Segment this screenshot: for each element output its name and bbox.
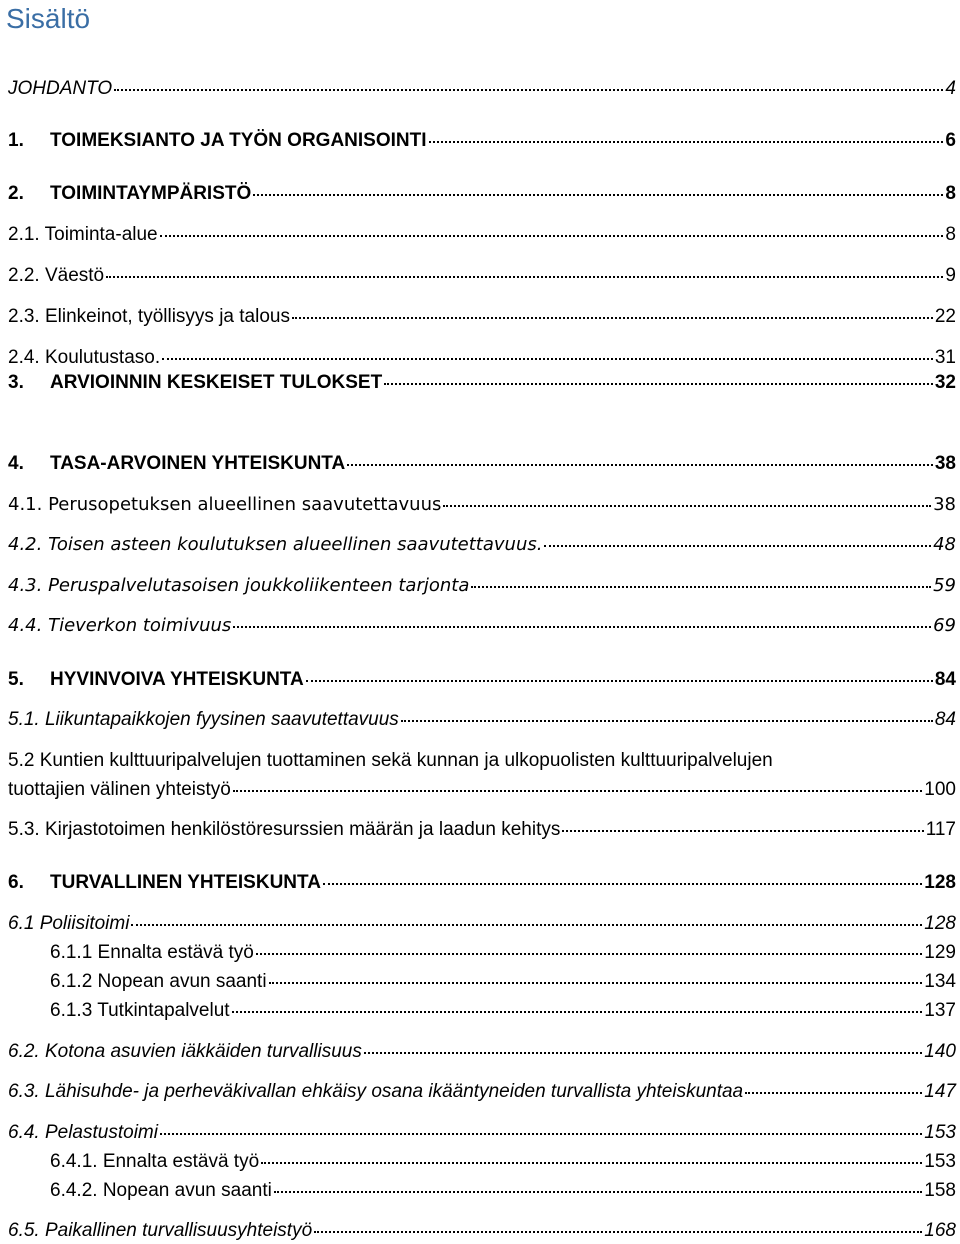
toc-leader — [232, 997, 923, 1013]
toc-page: 128 — [924, 913, 956, 934]
toc-label: tuottajien välinen yhteistyö — [8, 779, 231, 800]
toc-leader — [253, 180, 943, 196]
toc-entry-4[interactable] — [8, 452, 956, 476]
toc-page: 8 — [945, 224, 956, 245]
toc-page: 100 — [924, 779, 956, 800]
toc-label: 4.1. Perusopetuksen alueellinen saavutettavuus — [8, 494, 442, 515]
toc-leader — [274, 1177, 922, 1193]
toc-page: 59 — [933, 575, 956, 596]
toc-leader — [306, 666, 933, 682]
toc-label: 4.4. Tieverkon toimivuus — [8, 615, 232, 636]
toc-label: TOIMINTAYMPÄRISTÖ — [50, 183, 252, 204]
toc-leader — [106, 262, 943, 278]
toc-label: TOIMEKSIANTO JA TYÖN ORGANISOINTI — [50, 130, 427, 151]
toc-page: 168 — [924, 1220, 956, 1241]
toc-leader — [364, 1038, 922, 1054]
toc-page: 84 — [934, 709, 956, 730]
toc-page: 69 — [933, 615, 956, 636]
toc-page: 117 — [925, 819, 956, 840]
toc-page: 8 — [945, 183, 956, 204]
toc-entry-3[interactable] — [8, 371, 956, 395]
toc-leader — [162, 344, 933, 360]
toc-entry-johdanto[interactable] — [8, 77, 956, 101]
toc-page: 137 — [924, 1000, 956, 1021]
toc-number: 3. — [8, 372, 24, 393]
toc-leader — [544, 531, 931, 547]
toc-entry-5[interactable] — [8, 668, 956, 692]
toc-entry-6-1[interactable] — [8, 912, 956, 936]
toc-leader — [292, 303, 933, 319]
page-title: Sisältö — [6, 3, 91, 34]
toc-page: 31 — [934, 347, 956, 368]
toc-label: 6.1.2 Nopean avun saanti — [50, 971, 267, 992]
toc-label: 6.4.2. Nopean avun saanti — [50, 1180, 272, 1201]
toc-entry-6-4-1[interactable] — [50, 1150, 956, 1174]
toc-label: JOHDANTO — [8, 78, 113, 99]
toc-page: 147 — [924, 1081, 956, 1102]
toc-entry-6-3[interactable] — [8, 1080, 956, 1104]
toc-label: 6.1.1 Ennalta estävä työ — [50, 942, 254, 963]
toc-label: 5.1. Liikuntapaikkojen fyysinen saavutettavuus — [8, 709, 399, 730]
toc-page: 48 — [933, 534, 956, 555]
toc-leader — [401, 706, 933, 722]
toc-label: TURVALLINEN YHTEISKUNTA — [50, 872, 321, 893]
toc-leader — [314, 1217, 922, 1233]
toc-leader — [131, 910, 922, 926]
toc-number: 6. — [8, 872, 24, 893]
toc-label: 6.4.1. Ennalta estävä työ — [50, 1151, 260, 1172]
toc-label: 6.5. Paikallinen turvallisuusyhteistyö — [8, 1220, 313, 1241]
toc-page: 38 — [933, 494, 956, 515]
toc-page: 158 — [924, 1180, 956, 1201]
toc-number: 5. — [8, 669, 24, 690]
toc-entry-5-3[interactable] — [8, 818, 956, 842]
toc-label: HYVINVOIVA YHTEISKUNTA — [50, 669, 304, 690]
toc-leader — [562, 816, 923, 832]
toc-page: 22 — [934, 306, 956, 327]
toc-page: 32 — [934, 372, 956, 393]
toc-page: 38 — [934, 453, 956, 474]
toc-label: 6.4. Pelastustoimi — [8, 1122, 158, 1143]
toc-leader — [114, 75, 943, 91]
toc-label: 6.1.3 Tutkintapalvelut — [50, 1000, 230, 1021]
toc-label: 5.3. Kirjastotoimen henkilöstöresurssien määrän ja laadun kehitys — [8, 819, 561, 840]
toc-page: 134 — [924, 971, 956, 992]
toc-label: 2.4. Koulutustaso. — [8, 347, 161, 368]
toc-number: 4. — [8, 453, 24, 474]
toc-label: 2.1. Toiminta-alue — [8, 224, 158, 245]
toc-entry-1[interactable] — [8, 129, 956, 153]
toc-page: 129 — [924, 942, 956, 963]
toc-entry-4-3[interactable] — [8, 574, 956, 598]
toc-leader — [429, 127, 944, 143]
toc-entry-6-1-3[interactable] — [50, 999, 956, 1023]
toc-label: 4.2. Toisen asteen koulutuksen alueellinen saavutettavuus. — [8, 534, 543, 555]
toc-label: 4.3. Peruspalvelutasoisen joukkoliikenteen tarjonta — [8, 575, 470, 596]
toc-leader — [745, 1078, 922, 1094]
toc-entry-2-4[interactable] — [8, 346, 956, 370]
toc-entry-2-2[interactable] — [8, 264, 956, 288]
toc-leader — [323, 869, 922, 885]
toc-label: 6.2. Kotona asuvien iäkkäiden turvallisuus — [8, 1041, 362, 1062]
toc-leader — [160, 221, 944, 237]
toc-entry-4-4[interactable] — [8, 614, 956, 638]
toc-page: 84 — [934, 669, 956, 690]
toc-page: 4 — [945, 78, 956, 99]
toc-leader — [443, 491, 931, 507]
toc-entry-6-4-2[interactable] — [50, 1179, 956, 1203]
toc-page: 128 — [924, 872, 956, 893]
toc-leader — [233, 612, 931, 628]
toc-entry-2-3[interactable] — [8, 305, 956, 329]
toc-label: 2.3. Elinkeinot, työllisyys ja talous — [8, 306, 290, 327]
toc-leader — [256, 939, 922, 955]
toc-leader — [269, 968, 923, 984]
toc-number: 2. — [8, 183, 24, 204]
toc-leader — [471, 572, 931, 588]
toc-entry-5-2-line1[interactable]: 5.2 Kuntien kulttuuripalvelujen tuottaminen sekä kunnan ja ulkopuolisten kulttuuripalvelujen — [8, 750, 773, 771]
toc-entry-6-5[interactable] — [8, 1219, 956, 1243]
toc-entry-6-2[interactable] — [8, 1040, 956, 1064]
toc-leader — [261, 1148, 922, 1164]
toc-entry-4-2[interactable] — [8, 533, 956, 557]
toc-entry-2[interactable] — [8, 182, 956, 206]
toc-label: 6.1 Poliisitoimi — [8, 913, 130, 934]
toc-leader — [233, 776, 922, 792]
toc-label: 6.3. Lähisuhde- ja perheväkivallan ehkäisy osana ikääntyneiden turvallista yhteiskuntaa — [8, 1081, 744, 1102]
toc-entry-2-1[interactable] — [8, 223, 956, 247]
toc-page: 6 — [945, 130, 956, 151]
toc-entry-5-2[interactable] — [8, 778, 956, 802]
toc-entry-6-1-1[interactable] — [50, 941, 956, 965]
toc-leader — [384, 369, 933, 385]
toc-leader — [347, 450, 933, 466]
toc-page: 153 — [924, 1151, 956, 1172]
toc-page: 9 — [945, 265, 956, 286]
toc-label: 2.2. Väestö — [8, 265, 105, 286]
toc-label: TASA-ARVOINEN YHTEISKUNTA — [50, 453, 346, 474]
toc-entry-6-4[interactable] — [8, 1121, 956, 1145]
toc-entry-5-1[interactable] — [8, 708, 956, 732]
toc-entry-4-1[interactable] — [8, 493, 956, 517]
toc-number: 1. — [8, 130, 24, 151]
toc-page: 153 — [924, 1122, 956, 1143]
toc-entry-6-1-2[interactable] — [50, 970, 956, 994]
toc-label: ARVIOINNIN KESKEISET TULOKSET — [50, 372, 383, 393]
toc-leader — [160, 1119, 922, 1135]
toc-entry-6[interactable] — [8, 871, 956, 895]
toc-page: 140 — [924, 1041, 956, 1062]
